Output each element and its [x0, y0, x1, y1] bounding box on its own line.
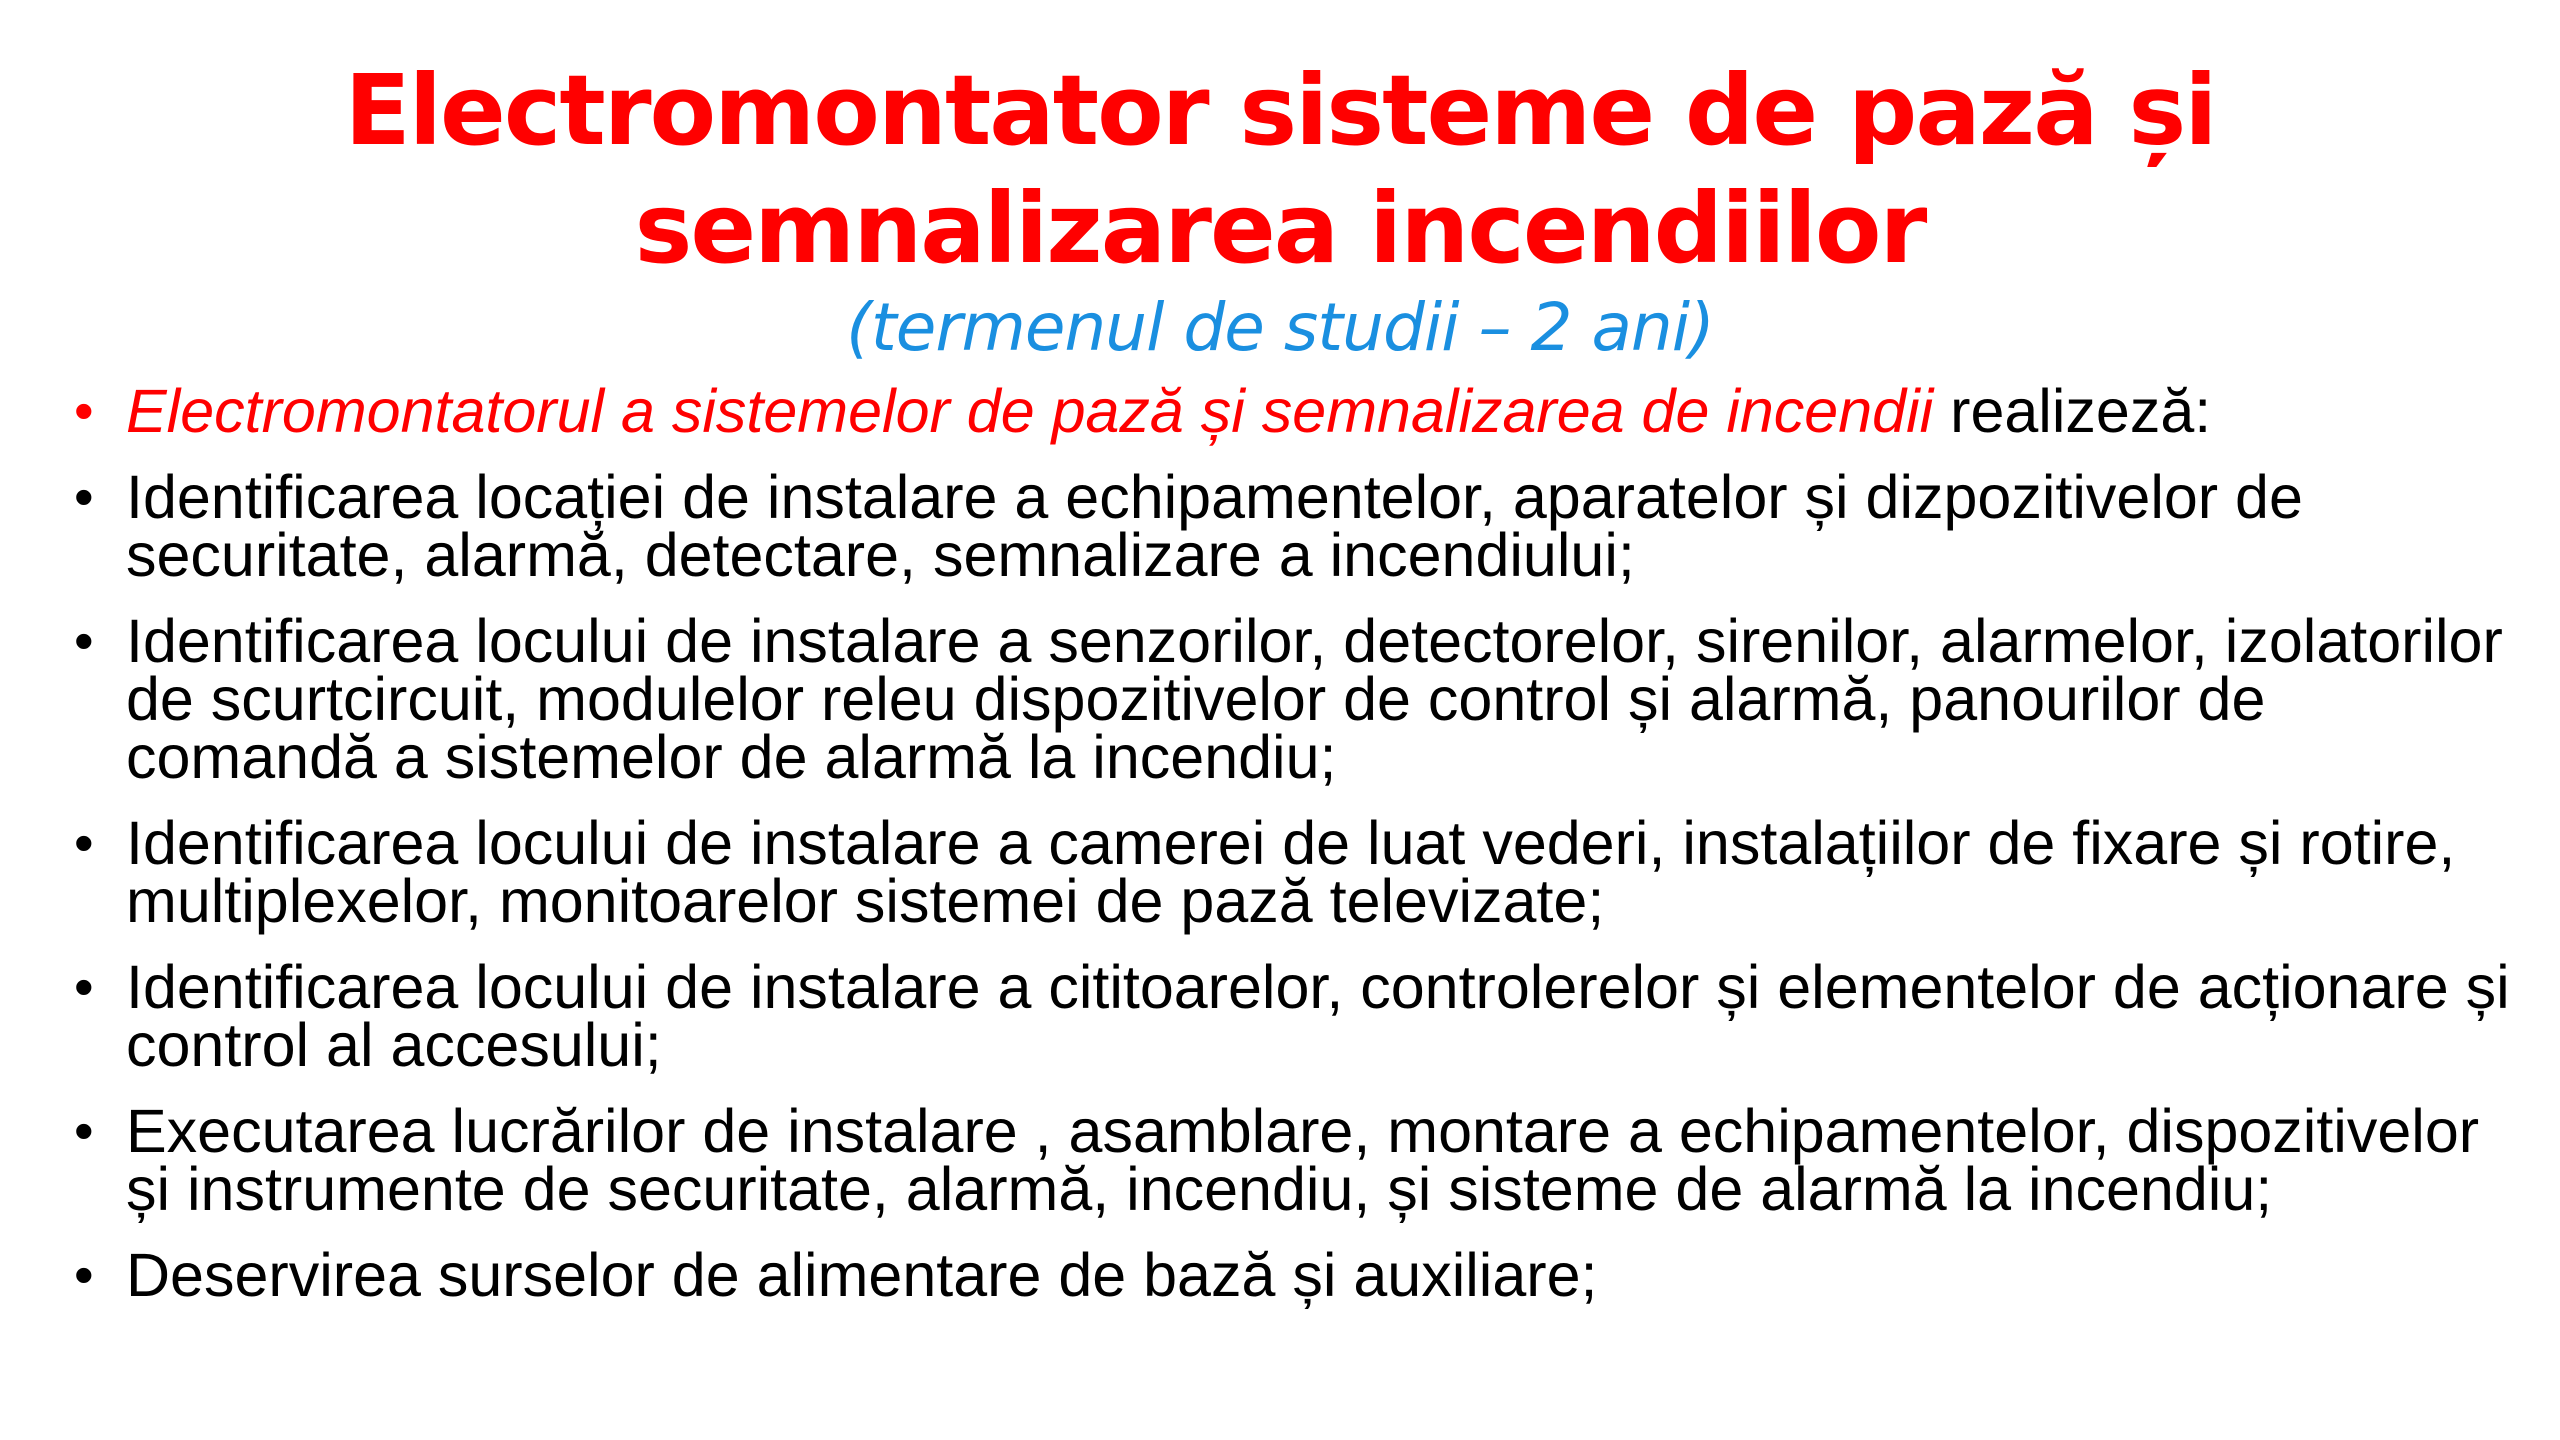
bullet-icon: • — [74, 1099, 94, 1162]
list-item-text: Identificarea locului de instalare a senzorilor, detectorelor, sirenilor, alarmelor, izolatorilor de scurtcircuit, modulelor releu dispozitivelor de control și alarmă, panourilor de comandă a sistemelor de alarmă la incendiu; — [126, 607, 2503, 791]
list-item — [70, 1241, 2510, 1309]
list-item-text: Identificarea locului de instalare a camerei de luat vederi, instalațiilor de fixare și rotire, multiplexelor, monitoarelor sistemei de pază televizate; — [126, 809, 2456, 935]
intro-highlight: Electromontatorul a sistemelor de pază și semnalizarea de incendii — [126, 377, 1934, 445]
list-item-intro — [70, 377, 2510, 445]
bullet-list — [70, 377, 2510, 1332]
slide-title — [0, 52, 2560, 288]
bullet-icon: • — [74, 609, 94, 672]
list-item — [70, 607, 2510, 791]
bullet-icon: • — [74, 811, 94, 874]
title-line-1: Electromontator sisteme de pază și — [344, 54, 2216, 167]
list-item — [70, 463, 2510, 589]
title-line-2: semnalizarea incendiilor — [634, 172, 1926, 285]
list-item-text: Identificarea locului de instalare a cititoarelor, controlerelor și elementelor de acționare și control al accesului; — [126, 953, 2510, 1079]
list-item — [70, 1097, 2510, 1223]
bullet-icon: • — [74, 379, 94, 442]
list-item-text: Executarea lucrărilor de instalare , asamblare, montare a echipamentelor, dispozitivelor și instrumente de securitate, alarmă, incendiu, și sisteme de alarmă la incendiu; — [126, 1097, 2480, 1223]
list-item-text: Deservirea surselor de alimentare de bază și auxiliare; — [126, 1241, 1598, 1309]
bullet-icon: • — [74, 1243, 94, 1306]
bullet-icon: • — [74, 465, 94, 528]
list-item-text: Identificarea locației de instalare a echipamentelor, aparatelor și dizpozitivelor de securitate, alarmă, detectare, semnalizare a incendiului; — [126, 463, 2303, 589]
list-item — [70, 809, 2510, 935]
intro-rest: realizeză: — [1933, 377, 2212, 445]
list-item — [70, 953, 2510, 1079]
bullet-icon: • — [74, 955, 94, 1018]
slide-subtitle: (termenul de studii – 2 ani) — [846, 289, 1714, 366]
